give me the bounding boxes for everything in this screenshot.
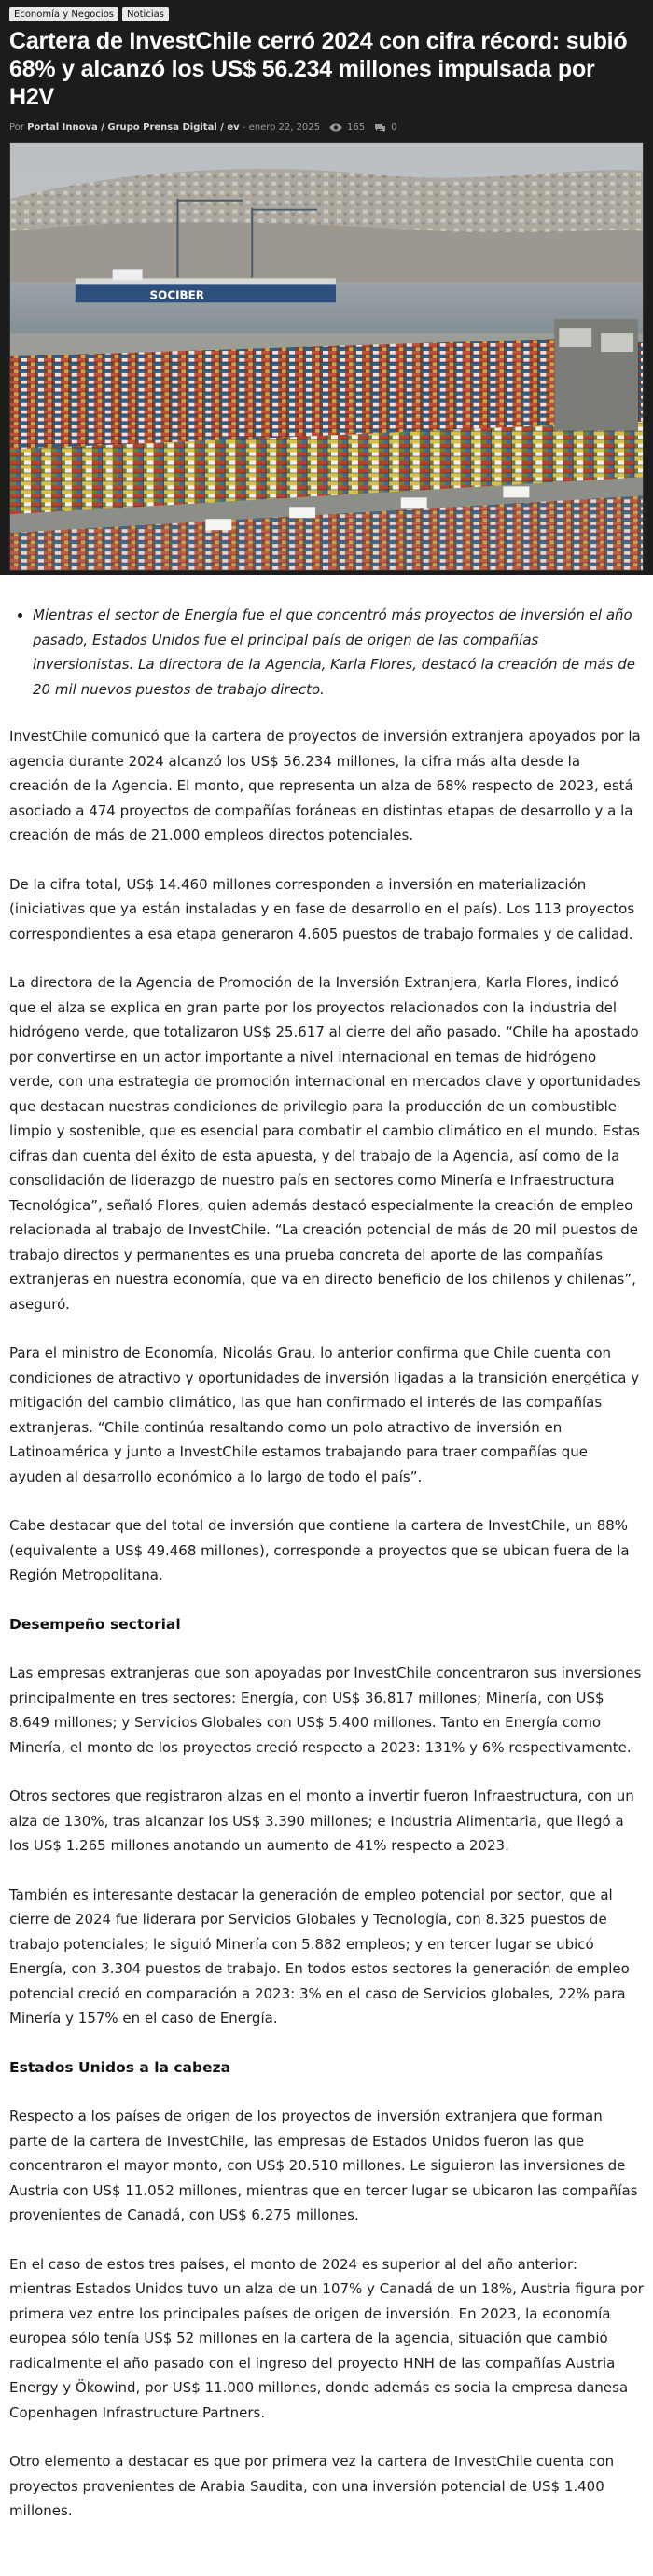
- category-tags: [9, 7, 644, 21]
- paragraph-8: También es interesante destacar la generación de empleo potencial por sector, que al cierre de 2024 fue liderara por Servicios Globales y Tecnología, con 8.325 puestos de trabajo potenciales; le siguió Minería con 5.882 empleos; y en tercer lugar se ubicó Energía, con 3.304 puestos de trabajo. En todos estos sectores la generación de empleo potencial creció en comparación a 2023: 3% en el caso de Servicios globales, 22% para Minería y 157% en el caso de Energía.: [9, 1886, 630, 2026]
- comments-count: 0: [391, 122, 397, 132]
- paragraph-4: Para el ministro de Economía, Nicolás Grau, lo anterior confirma que Chile cuenta con condiciones de atractivo y oportunidades de inversión ligadas a la transición energética y mitigación del cambio climático, las que han confirmado el interés de las compañías extranjeras. “Chile continúa resaltando como un polo atractivo de inversión en Latinoamérica y junto a InvestChile estamos trabajando para traer compañías que ayuden al desarrollo económico a lo largo de todo el país”.: [9, 1344, 640, 1485]
- section-heading-estados-unidos: Estados Unidos a la cabeza: [9, 2058, 231, 2076]
- byline: [9, 122, 320, 132]
- views-counter: [329, 122, 365, 132]
- section-heading-sectorial: Desempeño sectorial: [9, 1615, 181, 1633]
- paragraph-2: De la cifra total, US$ 14.460 millones corresponden a inversión en materialización (iniciativas que ya están instaladas y en fase de desarrollo en el país). Los 113 proyectos correspondientes a esa etapa generaron 4.605 puestos de trabajo formales y de calidad.: [9, 875, 635, 942]
- paragraph-5: Cabe destacar que del total de inversión que contiene la cartera de InvestChile, un 88% (equivalente a US$ 49.468 millones), corresponde a proyectos que se ubican fuera de la Región Metropolitana.: [9, 1517, 630, 1583]
- comment-icon: [374, 123, 386, 132]
- summary-item: • Mientras el sector de Energía fue el que concentró más proyectos de inversión el año pasado, Estados Unidos fue el principal país de origen de las compañías inversionistas. La directora de la Agencia, Karla Flores, destacó la creación de más de 20 mil nuevos puestos de trabajo directo.: [33, 603, 644, 702]
- publish-date: enero 22, 2025: [248, 122, 321, 132]
- article-meta: [9, 122, 644, 132]
- paragraph-10: En el caso de estos tres países, el monto de 2024 es superior al del año anterior: mientras Estados Unidos tuvo un alza de un 107% y Canadá de un 18%, Austria figura por primera vez entre los principales países de origen de inversión. En 2023, la economía europea sólo tenía US$ 52 millones en la cartera de la agencia, situación que cambió radicalmente el año pasado con el ingreso del proyecto HNH de las compañías Austria Energy y Ökowind, por US$ 11.000 millones, donde además es socia la empresa danesa Copenhagen Infrastructure Partners.: [9, 2255, 644, 2421]
- category-tag-noticias[interactable]: Noticias: [122, 7, 169, 21]
- paragraph-1: InvestChile comunicó que la cartera de proyectos de inversión extranjera apoyados por la agencia durante 2024 alcanzó los US$ 56.234 millones, la cifra más alta desde la creación de la Agencia. El monto, que representa un alza de 68% respecto de 2023, está asociado a 474 proyectos de compañías foráneas en distintas etapas de desarrollo y a la creación de más de 21.000 empleos directos potenciales.: [9, 728, 641, 843]
- comments-counter[interactable]: [374, 122, 396, 132]
- paragraph-6: Las empresas extranjeras que son apoyadas por InvestChile concentraron sus inversiones principalmente en tres sectores: Energía, con US$ 36.817 millones; Minería, con US$ 8.649 millones; y Servicios Globales con US$ 5.400 millones. Tanto en Energía como Minería, el monto de los proyectos creció respecto a 2023: 131% y 6% respectivamente.: [9, 1664, 642, 1756]
- category-tag-economia[interactable]: Economía y Negocios: [9, 7, 118, 21]
- byline-prefix: Por: [9, 122, 24, 132]
- paragraph-3: La directora de la Agencia de Promoción de la Inversión Extranjera, Karla Flores, indicó que el alza se explica en gran parte por los proyectos relacionados con la industria del hidrógeno verde, que totalizaron US$ 25.617 al cierre del año pasado. “Chile ha apostado por convertirse en un actor importante a nivel internacional en temas de hidrógeno verde, con una estrategia de promoción internacional en mercados clave y oportunidades que destacan nuestras condiciones de privilegio para la producción de un combustible limpio y sostenible, que es esencial para combatir el cambio climático en el mundo. Estas cifras dan cuenta del éxito de esta apuesta, y del trabajo de la Agencia, así como de la consolidación de liderazgo de nuestro país en sectores como Minería e Infraestructura Tecnológica”, señaló Flores, quien además destacó especialmente la creación de empleo relacionada al trabajo de InvestChile. “La creación potencial de más de 20 mil puestos de trabajo directos y permanentes es una prueba concreta del aporte de las compañías extranjeras en nuestra economía, que va en directo beneficio de los chilenos y chilenas”, aseguró.: [9, 974, 641, 1313]
- views-count: 165: [347, 122, 366, 132]
- eye-icon: [329, 123, 342, 132]
- byline-separator: -: [242, 122, 246, 132]
- paragraph-7: Otros sectores que registraron alzas en el monto a invertir fueron Infraestructura, con un alza de 130%, tras alcanzar los US$ 3.390 millones; e Industria Alimentaria, que llegó a los US$ 1.265 millones anotando un aumento de 41% respecto a 2023.: [9, 1788, 634, 1854]
- ship-sign: SOCIBER: [149, 288, 205, 302]
- article-body: [0, 575, 653, 2567]
- article-title: Cartera de InvestChile cerró 2024 con cifra récord: subió 68% y alcanzó los US$ 56.234 millones impulsada por H2V: [9, 28, 628, 110]
- author-link[interactable]: Portal Innova / Grupo Prensa Digital / ev: [27, 122, 240, 132]
- article-summary: [9, 603, 644, 702]
- port-photo: [9, 142, 644, 571]
- paragraph-11: Otro elemento a destacar es que por primera vez la cartera de InvestChile cuenta con proyectos provenientes de Arabia Saudita, con una inversión potencial de US$ 1.400 millones.: [9, 2453, 615, 2519]
- article-header: [0, 0, 653, 575]
- paragraph-9: Respecto a los países de origen de los proyectos de inversión extranjera que forman parte de la cartera de InvestChile, las empresas de Estados Unidos fueron las que concentraron el mayor monto, con US$ 20.510 millones. Le siguieron las inversiones de Austria con US$ 11.052 millones, mientras que en tercer lugar se ubicaron las compañías provenientes de Canadá, con US$ 6.275 millones.: [9, 2108, 638, 2223]
